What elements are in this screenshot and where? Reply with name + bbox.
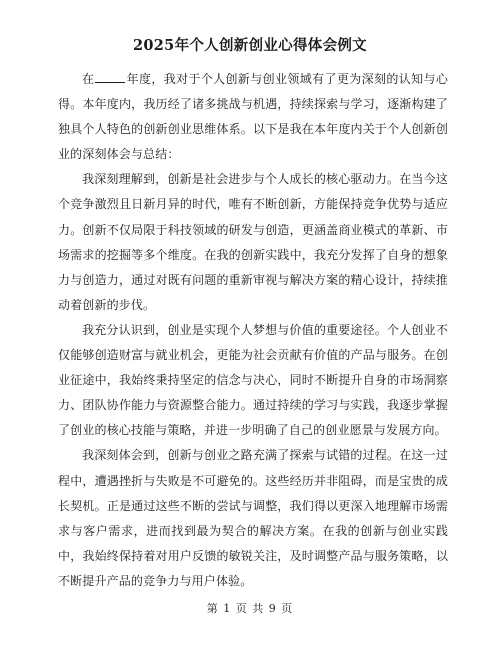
paragraph-entrepreneurship: 我充分认识到，创业是实现个人梦想与价值的重要途径。个人创业不仅能够创造财富与就业机会，更能为社会贡献有价值的产品与服务。在创业征途中，我始终秉持坚定的信念与决心，同时不断提升自身的市场洞察力、团队协作能力与资源整合能力。通过持续的学习与实践，我逐步掌握了创业的核心技能与策略，并进一步明确了自己的创业愿景与发展方向。 <box>58 322 448 438</box>
intro-paragraph <box>58 67 448 167</box>
paragraph-innovation: 我深刻理解到，创新是社会进步与个人成长的核心驱动力。在当今这个竞争激烈且日新月异的时代，唯有不断创新，方能保持竞争优势与适应力。创新不仅局限于科技领域的研发与创造，更涵盖商业模式的革新、市场需求的挖掘等多个维度。在我的创新实践中，我充分发挥了自身的想象力与创造力，通过对既有问题的重新审视与解决方案的精心设计，持续推动着创新的步伐。 <box>58 172 448 312</box>
intro-prefix: 在 <box>82 72 95 86</box>
document-body <box>58 67 448 594</box>
paragraph-trial-and-error: 我深刻体会到，创新与创业之路充满了探索与试错的过程。在这一过程中，遭遇挫折与失败是不可避免的。这些经历并非阻碍，而是宝贵的成长契机。正是通过这些不断的尝试与调整，我们得以更深入地理解市场需求与客户需求，进而找到最为契合的解决方案。在我的创新与创业实践中，我始终保持着对用户反馈的敏锐关注，及时调整产品与服务策略，以不断提升产品的竞争力与用户体验。 <box>58 448 448 588</box>
year-blank-field <box>95 70 125 83</box>
page-number-footer: 第 1 页 共 9 页 <box>206 602 294 615</box>
document-title: 2025年个人创新创业心得体会例文 <box>133 37 367 54</box>
intro-text: 年度，我对于个人创新与创业领域有了更为深刻的认知与心得。本年度内，我历经了诸多挑战与机遇，持续探索与学习，逐渐构建了独具个人特色的创新创业思维体系。以下是我在本年度内关于个人创新创业的深刻体会与总结： <box>58 72 448 162</box>
